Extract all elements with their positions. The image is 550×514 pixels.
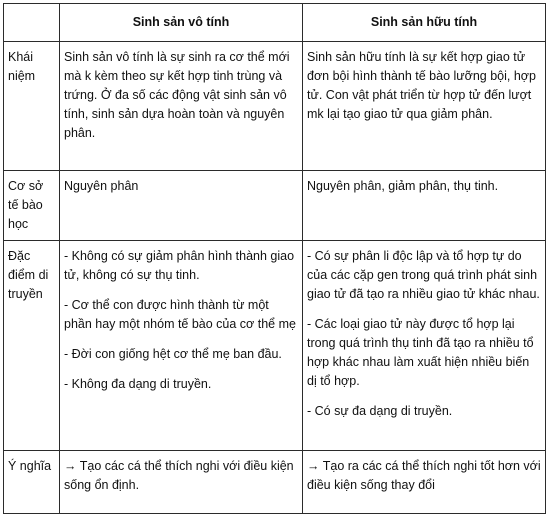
table-row — [4, 42, 546, 171]
cell-text: Sinh sản vô tính là sự sinh ra cơ thể mới mà k kèm theo sự kết hợp tinh trùng và trứng. Ở đa số các động vật sinh sản vô tính, sinh sản dựa hoàn toàn và nguyên phân. — [64, 50, 290, 140]
cell-text: - Có sự phân li độc lập và tổ hợp tự do của các cặp gen trong quá trình phát sinh giao tử đã tạo ra nhiều giao tử khác nhau. — [307, 249, 540, 301]
header-sexual: Sinh sản hữu tính — [303, 4, 546, 42]
cell-text: - Các loại giao tử này được tổ hợp lại trong quá trình thụ tinh đã tạo ra nhiều tổ hợp khác nhau làm xuất hiện nhiều biến dị tổ hợp. — [307, 317, 534, 388]
cell-text: - Có sự đa dạng di truyền. — [307, 404, 453, 418]
cell-text: - Đời con giống hệt cơ thể mẹ ban đầu. — [64, 347, 282, 361]
cell-sexual — [303, 42, 546, 171]
cell-asexual — [60, 241, 303, 451]
cell-text: Nguyên phân, giảm phân, thụ tinh. — [307, 179, 499, 193]
table-row — [4, 241, 546, 451]
cell-text: - Không đa dạng di truyền. — [64, 377, 212, 391]
header-asexual: Sinh sản vô tính — [60, 4, 303, 42]
table-row — [4, 451, 546, 514]
cell-sexual — [303, 171, 546, 241]
cell-asexual — [60, 451, 303, 514]
header-empty — [4, 4, 60, 42]
comparison-table — [3, 3, 546, 514]
row-label: Khái niệm — [4, 42, 60, 171]
cell-asexual — [60, 171, 303, 241]
cell-sexual — [303, 241, 546, 451]
cell-asexual — [60, 42, 303, 171]
cell-text: Sinh sản hữu tính là sự kết hợp giao tử đơn bội hình thành tế bào lưỡng bội, hợp tử. Con vật phát triển từ hợp tử đến lượt mk lại tạo giao tử qua giảm phân. — [307, 50, 536, 121]
cell-text: → Tạo ra các cá thể thích nghi tốt hơn với điều kiện sống thay đổi — [307, 459, 541, 492]
cell-sexual — [303, 451, 546, 514]
cell-text: - Không có sự giảm phân hình thành giao tử, không có sự thụ tinh. — [64, 249, 295, 282]
row-label: Ý nghĩa — [4, 451, 60, 514]
cell-text: → Tạo các cá thể thích nghi với điều kiện sống ổn định. — [64, 459, 294, 492]
row-label: Đặc điểm di truyền — [4, 241, 60, 451]
cell-text: Nguyên phân — [64, 179, 139, 193]
header-row — [4, 4, 546, 42]
cell-text: - Cơ thể con được hình thành từ một phần hay một nhóm tế bào của cơ thể mẹ — [64, 298, 296, 331]
table-row — [4, 171, 546, 241]
row-label: Cơ sở tế bào học — [4, 171, 60, 241]
